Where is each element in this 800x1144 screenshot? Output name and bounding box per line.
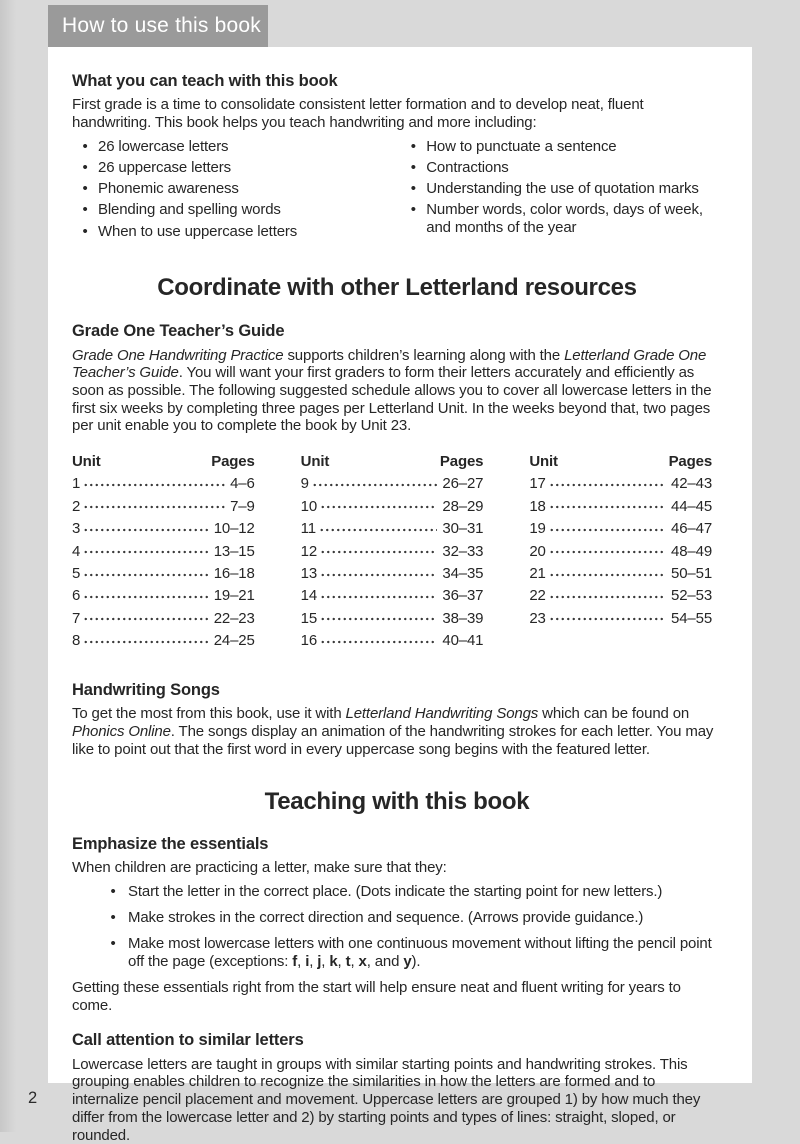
unit-number: 15	[300, 609, 318, 627]
unit-table-column	[72, 451, 255, 653]
bullet-icon: •	[110, 935, 116, 953]
unit-pages: 13–15	[213, 542, 255, 560]
unit-row	[301, 630, 484, 652]
text-run: ,	[350, 952, 359, 970]
unit-row	[301, 608, 484, 630]
list-item-label: Phonemic awareness	[98, 180, 239, 198]
text-run-b: k	[329, 952, 338, 970]
unit-number: 21	[529, 565, 546, 583]
unit-pages: 24–25	[213, 632, 255, 650]
text-run-b: t	[345, 952, 351, 970]
unit-pages: 19–21	[213, 587, 255, 605]
pages-header-label: Pages	[668, 453, 713, 470]
unit-number: 12	[300, 542, 318, 560]
unit-schedule-table	[72, 451, 712, 653]
dot-leader	[549, 566, 666, 578]
unit-pages: 36–37	[442, 587, 484, 605]
bullet-icon: •	[82, 137, 88, 155]
dot-leader	[319, 521, 437, 533]
dot-leader	[549, 476, 666, 488]
text-run-b: f	[292, 952, 298, 970]
bullet-icon: •	[410, 201, 416, 219]
unit-pages: 30–31	[442, 520, 484, 538]
unit-number: 1	[72, 475, 81, 493]
dot-leader	[320, 544, 437, 556]
unit-row	[529, 518, 712, 540]
text-run-b: j	[317, 952, 322, 970]
unit-table-header	[301, 451, 484, 473]
unit-row	[72, 630, 255, 652]
text-run: ,	[337, 952, 346, 970]
list-item	[400, 159, 722, 177]
unit-number: 10	[300, 497, 318, 515]
unit-row	[72, 496, 255, 518]
unit-pages: 54–55	[671, 609, 713, 627]
similar-letters-block	[72, 1031, 722, 1144]
unit-pages: 44–45	[671, 497, 713, 515]
dot-leader	[312, 476, 438, 488]
unit-pages: 34–35	[442, 565, 484, 583]
section-tab	[48, 5, 268, 47]
section-what-you-can-teach	[72, 72, 722, 244]
unit-pages: 4–6	[230, 475, 255, 493]
unit-number: 6	[72, 587, 81, 605]
text-run: . The songs display an animation of the handwriting strokes for each letter. You may like to point out that the first word in every uppercase song begins with the featured letter.	[72, 722, 714, 758]
unit-row	[72, 608, 255, 630]
unit-number: 13	[300, 565, 318, 583]
unit-pages: 42–43	[671, 475, 713, 493]
page-number: 2	[28, 1089, 38, 1107]
list-item	[400, 201, 722, 236]
list-item-label: 26 uppercase letters	[98, 159, 231, 177]
unit-row	[529, 496, 712, 518]
unit-row	[301, 496, 484, 518]
unit-number: 20	[529, 542, 546, 560]
unit-row	[529, 473, 712, 495]
teaching-heading: Teaching with this book	[264, 788, 530, 816]
unit-number: 11	[300, 520, 316, 538]
unit-number: 14	[300, 587, 318, 605]
unit-table-rows	[301, 473, 484, 652]
text-run-i: Letterland Grade One Teacher’s Guide	[72, 346, 707, 382]
similar-paragraph: Lowercase letters are taught in groups with similar starting points and handwriting strokes. This grouping enables children to recognize the similarities in how the letters are formed and to internalize pencil placement and movement. Uppercase letters are grouped 1) by how much they differ from the lowercase letter and 2) by starting points and types of lines: straight, sloped, or rounded.	[72, 1055, 701, 1144]
dot-leader	[83, 521, 209, 533]
dot-leader	[83, 588, 209, 600]
similar-heading: Call attention to similar letters	[72, 1031, 304, 1050]
bullet-icon: •	[110, 908, 116, 926]
unit-pages: 38–39	[442, 609, 484, 627]
unit-pages: 32–33	[442, 542, 484, 560]
dot-leader	[549, 499, 666, 511]
text-run-b: y	[403, 952, 412, 970]
dot-leader	[83, 499, 225, 511]
handwriting-songs-block	[72, 681, 722, 759]
unit-row	[529, 608, 712, 630]
unit-row	[72, 473, 255, 495]
text-run-b: x	[358, 952, 367, 970]
unit-pages: 46–47	[671, 520, 713, 538]
list-item	[72, 138, 400, 156]
text-run-i: Letterland Handwriting Songs	[345, 705, 539, 723]
list-item	[98, 909, 722, 927]
unit-row	[301, 518, 484, 540]
pages-header-label: Pages	[439, 453, 484, 470]
essentials-heading: Emphasize the essentials	[72, 834, 269, 853]
unit-row	[529, 563, 712, 585]
list-item	[98, 935, 722, 970]
dot-leader	[320, 633, 437, 645]
unit-row	[529, 541, 712, 563]
guide-paragraph	[72, 347, 722, 435]
unit-number: 9	[300, 475, 309, 493]
unit-pages: 10–12	[213, 520, 255, 538]
unit-pages: 16–18	[213, 565, 255, 583]
unit-row	[72, 585, 255, 607]
list-item-label: Blending and spelling words	[98, 201, 281, 219]
spacer	[72, 244, 722, 274]
dot-leader	[83, 566, 209, 578]
text-run: ).	[411, 952, 421, 970]
essentials-bullets	[98, 883, 722, 971]
list-item-label: Number words, color words, days of week, and months of the year	[426, 201, 703, 237]
unit-number: 17	[529, 475, 546, 493]
dot-leader	[549, 588, 666, 600]
list-item	[400, 180, 722, 198]
list-item	[400, 138, 722, 156]
section-coordinate	[72, 274, 722, 758]
section-tab-label: How to use this book	[62, 14, 261, 37]
unit-row	[301, 585, 484, 607]
dot-leader	[320, 499, 437, 511]
pages-header-label: Pages	[211, 453, 255, 470]
bullet-icon: •	[82, 159, 88, 177]
unit-table-rows	[72, 473, 255, 652]
unit-number: 8	[72, 632, 81, 650]
list-item-label	[128, 909, 722, 927]
dot-leader	[83, 476, 225, 488]
text-run: ,	[297, 952, 306, 970]
text-run: Start the letter in the correct place. (Dots indicate the starting point for new letters.)	[128, 882, 663, 900]
list-item-label: Understanding the use of quotation marks	[426, 180, 699, 198]
bullet-icon: •	[410, 137, 416, 155]
coordinate-heading: Coordinate with other Letterland resources	[157, 273, 637, 301]
teach-bullets-left	[72, 138, 400, 244]
unit-table-column	[301, 451, 484, 653]
page-panel	[48, 47, 752, 1144]
unit-number: 7	[72, 609, 81, 627]
unit-row	[529, 585, 712, 607]
text-run: which can be found on	[538, 705, 690, 723]
dot-leader	[83, 633, 209, 645]
section-teaching	[72, 788, 722, 1144]
unit-number: 16	[300, 632, 318, 650]
list-item	[72, 223, 400, 241]
text-run: Make most lowercase letters with one continuous movement without lifting the pencil point off the page (exceptions:	[128, 935, 712, 970]
bullet-icon: •	[82, 222, 88, 240]
unit-pages: 48–49	[671, 542, 713, 560]
unit-number: 22	[529, 587, 546, 605]
text-run: ,	[321, 952, 330, 970]
unit-pages: 28–29	[442, 497, 484, 515]
dot-leader	[320, 588, 437, 600]
unit-number: 3	[72, 520, 81, 538]
unit-row	[301, 563, 484, 585]
text-run: supports children’s learning along with the	[283, 346, 565, 364]
text-run-i: Phonics Online	[72, 722, 171, 740]
unit-table-header	[72, 451, 255, 473]
unit-row	[301, 473, 484, 495]
list-item-label: When to use uppercase letters	[98, 222, 298, 240]
unit-pages: 40–41	[442, 632, 484, 650]
dot-leader	[83, 544, 209, 556]
list-item-label	[128, 935, 722, 970]
list-item	[72, 201, 400, 219]
unit-table-column	[529, 451, 712, 653]
unit-number: 19	[529, 520, 546, 538]
teach-heading: What you can teach with this book	[72, 72, 338, 90]
bullet-icon: •	[410, 180, 416, 198]
unit-row	[72, 541, 255, 563]
unit-row	[72, 518, 255, 540]
unit-pages: 50–51	[671, 565, 713, 583]
unit-row	[72, 563, 255, 585]
unit-number: 4	[72, 542, 81, 560]
text-run-i: Grade One Handwriting Practice	[72, 346, 284, 364]
essentials-outro: Getting these essentials right from the start will help ensure neat and fluent writing for years to come.	[72, 978, 681, 1014]
unit-pages: 7–9	[230, 497, 255, 515]
dot-leader	[549, 521, 666, 533]
text-run: . You will want your first graders to form their letters accurately and efficiently as soon as possible. The following suggested schedule allows you to cover all lowercase letters in the first six weeks by completing three pages per Letterland Unit. In the weeks beyond that, two pages per unit enable you to complete the book by Unit 23.	[72, 364, 712, 435]
list-item	[72, 159, 400, 177]
unit-table-header	[529, 451, 712, 473]
list-item-label	[128, 883, 722, 901]
list-item-label: Contractions	[426, 159, 509, 177]
teach-bullets-right	[400, 138, 722, 244]
teach-intro: First grade is a time to consolidate consistent letter formation and to develop neat, fluent handwriting. This book helps you teach handwriting and more including:	[72, 96, 644, 132]
list-item	[98, 883, 722, 901]
dot-leader	[320, 611, 437, 623]
dot-leader	[549, 611, 666, 623]
text-run: ,	[309, 952, 318, 970]
unit-header-label: Unit	[72, 453, 101, 470]
text-run-b: i	[305, 952, 310, 970]
bullet-icon: •	[110, 882, 116, 900]
guide-heading: Grade One Teacher’s Guide	[72, 322, 285, 341]
unit-pages: 26–27	[442, 475, 484, 493]
unit-pages: 52–53	[671, 587, 713, 605]
gutter-shading	[0, 0, 16, 1132]
dot-leader	[83, 611, 209, 623]
text-run: To get the most from this book, use it with	[72, 705, 346, 723]
unit-number: 18	[529, 497, 546, 515]
list-item	[72, 180, 400, 198]
bullet-icon: •	[82, 201, 88, 219]
unit-header-label: Unit	[529, 453, 558, 470]
list-item-label: 26 lowercase letters	[98, 137, 229, 155]
unit-number: 5	[72, 565, 81, 583]
teach-bullet-columns	[72, 138, 722, 244]
unit-header-label: Unit	[300, 453, 330, 470]
unit-pages: 22–23	[213, 609, 255, 627]
dot-leader	[549, 544, 666, 556]
unit-table-rows	[529, 473, 712, 630]
songs-heading: Handwriting Songs	[72, 680, 220, 699]
dot-leader	[320, 566, 437, 578]
unit-number: 2	[72, 497, 81, 515]
text-run: Make strokes in the correct direction and sequence. (Arrows provide guidance.)	[128, 908, 644, 926]
text-run: , and	[366, 952, 404, 970]
list-item-label: How to punctuate a sentence	[426, 137, 617, 155]
songs-paragraph	[72, 705, 722, 758]
bullet-icon: •	[410, 159, 416, 177]
unit-number: 23	[529, 609, 546, 627]
bullet-icon: •	[82, 180, 88, 198]
essentials-lead: When children are practicing a letter, make sure that they:	[72, 858, 447, 876]
unit-row	[301, 541, 484, 563]
